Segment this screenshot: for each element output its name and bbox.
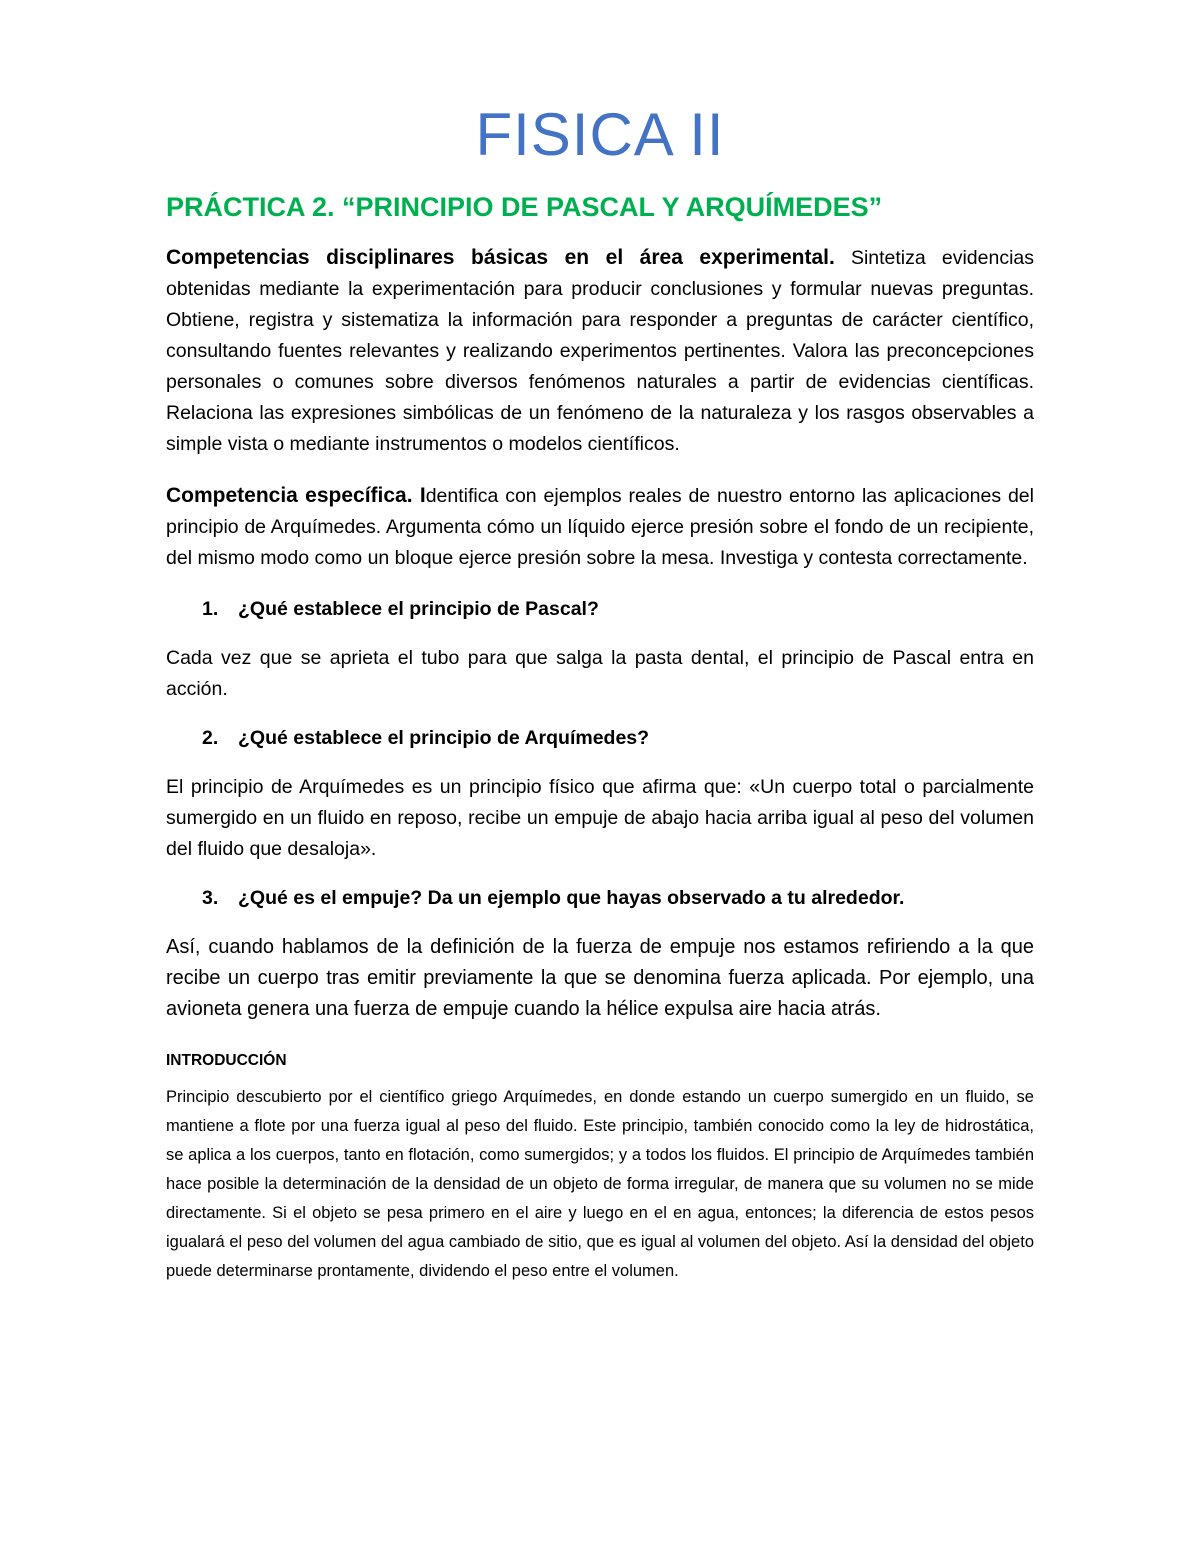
- answer-1: Cada vez que se aprieta el tubo para que salga la pasta dental, el principio de Pascal entra en acción.: [166, 647, 1034, 700]
- competencias-lead: Competencias disciplinares básicas en el área experimental.: [166, 246, 835, 269]
- intro-heading: INTRODUCCIÓN: [166, 1052, 287, 1069]
- practice-subtitle: PRÁCTICA 2. “PRINCIPIO DE PASCAL Y ARQUÍMEDES”: [166, 192, 883, 222]
- especifica-lead: Competencia específica. I: [166, 484, 426, 507]
- question-text: ¿Qué establece el principio de Pascal?: [238, 598, 599, 620]
- question-2: [166, 723, 1034, 754]
- competencias-text: Sintetiza evidencias obtenidas mediante la experimentación para producir conclusiones y formular nuevas preguntas. Obtiene, registra y sistematiza la información para responder a preguntas de carácter científico, consultando fuentes relevantes y realizando experimentos pertinentes. Valora las preconcepciones personales o comunes sobre diversos fenómenos naturales a partir de evidencias científicas. Relaciona las expresiones simbólicas de un fenómeno de la naturaleza y los rasgos observables a simple vista o mediante instrumentos o modelos científicos.: [166, 247, 1034, 455]
- question-text: ¿Qué es el empuje? Da un ejemplo que hayas observado a tu alrededor.: [238, 887, 905, 909]
- document-title: FISICA II: [475, 101, 725, 168]
- especifica-text: dentifica con ejemplos reales de nuestro entorno las aplicaciones del principio de Arquímedes. Argumenta cómo un líquido ejerce presión sobre el fondo de un recipiente, del mismo modo como un bloque ejerce presión sobre la mesa. Investiga y contesta correctamente.: [166, 485, 1034, 569]
- answer-2: El principio de Arquímedes es un principio físico que afirma que: «Un cuerpo total o parcialmente sumergido en un fluido en reposo, recibe un empuje de abajo hacia arriba igual al peso del volumen del fluido que desaloja».: [166, 776, 1034, 860]
- question-number: 1.: [202, 598, 219, 620]
- question-text: ¿Qué establece el principio de Arquímedes?: [238, 727, 650, 749]
- document-page: [166, 100, 1034, 1286]
- question-1: [166, 594, 1034, 625]
- especifica-paragraph: [166, 480, 1034, 574]
- competencias-paragraph: [166, 242, 1034, 460]
- question-number: 2.: [202, 727, 219, 749]
- question-3: [166, 883, 1034, 914]
- question-number: 3.: [202, 887, 219, 909]
- answer-3: Así, cuando hablamos de la definición de la fuerza de empuje nos estamos refiriendo a la que recibe un cuerpo tras emitir previamente la que se denomina fuerza aplicada. Por ejemplo, una avioneta genera una fuerza de empuje cuando la hélice expulsa aire hacia atrás.: [166, 936, 1034, 1020]
- intro-paragraph: Principio descubierto por el científico griego Arquímedes, en donde estando un cuerpo sumergido en un fluido, se mantiene a flote por una fuerza igual al peso del fluido. Este principio, también conocido como la ley de hidrostática, se aplica a los cuerpos, tanto en flotación, como sumergidos; y a todos los fluidos. El principio de Arquímedes también hace posible la determinación de la densidad de un objeto de forma irregular, de manera que su volumen no se mide directamente. Si el objeto se pesa primero en el aire y luego en el en agua, entonces; la diferencia de estos pesos igualará el peso del volumen del agua cambiado de sitio, que es igual al volumen del objeto. Así la densidad del objeto puede determinarse prontamente, dividendo el peso entre el volumen.: [166, 1088, 1034, 1280]
